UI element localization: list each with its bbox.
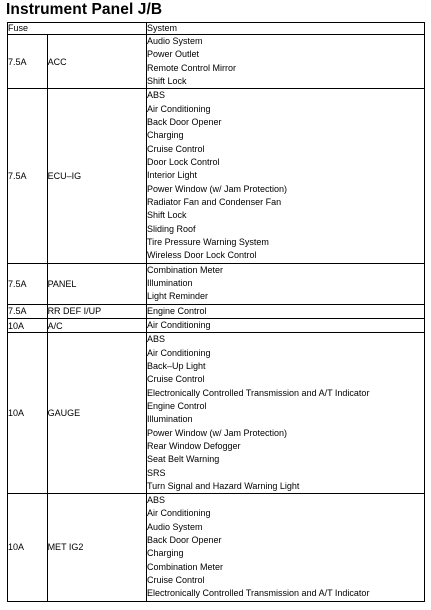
column-header-fuse: Fuse [8,23,147,35]
fuse-name: A/C [47,318,146,332]
system-item: Cruise Control [147,575,205,586]
system-item: Power Window (w/ Jam Protection) [147,183,288,194]
system-list [147,35,425,89]
system-list [147,333,425,494]
fuse-amperage: 7.5A [8,304,48,318]
table-row [8,89,425,263]
fuse-amperage: 7.5A [8,263,48,304]
system-list [147,89,425,263]
table-row [8,304,425,318]
table-row [8,35,425,89]
system-item: Back–Up Light [147,360,206,371]
fuse-amperage: 10A [8,494,48,602]
system-item: Door Lock Control [147,156,220,167]
fuse-table [7,22,425,602]
fuse-amperage: 10A [8,333,48,494]
system-item: Charging [147,548,184,559]
fuse-table-body [8,35,425,602]
system-item: Shift Lock [147,210,187,221]
system-item: Charging [147,130,184,141]
system-item: Back Door Opener [147,535,222,546]
system-item: Illumination [147,414,193,425]
system-item: Rear Window Defogger [147,440,241,451]
fuse-name: GAUGE [47,333,146,494]
fuse-name: RR DEF I/UP [47,304,146,318]
system-item: Engine Control [147,400,207,411]
table-row [8,494,425,602]
system-item: Audio System [147,36,203,46]
system-list [147,304,425,318]
system-item: Light Reminder [147,291,209,302]
fuse-name: PANEL [47,263,146,304]
system-item: Cruise Control [147,143,205,154]
system-item: Audio System [147,521,203,532]
fuse-amperage: 10A [8,318,48,332]
fuse-name: MET IG2 [47,494,146,602]
fuse-amperage: 7.5A [8,89,48,263]
system-item: Shift Lock [147,75,187,86]
fuse-name: ACC [47,35,146,89]
system-item: Engine Control [147,305,207,316]
system-list [147,318,425,332]
system-item: Cruise Control [147,374,205,385]
system-list [147,263,425,304]
table-row [8,333,425,494]
fuse-amperage: 7.5A [8,35,48,89]
system-item: Power Window (w/ Jam Protection) [147,427,288,438]
table-header-row [8,23,425,35]
table-row [8,263,425,304]
system-list [147,494,425,602]
system-item: Combination Meter [147,264,224,275]
system-item: Seat Belt Warning [147,454,220,465]
page-title: Instrument Panel J/B [6,1,163,18]
system-item: Radiator Fan and Condenser Fan [147,196,282,207]
system-item: Air Conditioning [147,347,211,358]
fuse-name: ECU–IG [47,89,146,263]
system-item: Air Conditioning [147,319,211,330]
system-item: Electronically Controlled Transmission and A/T Indicator [147,588,370,599]
system-item: Combination Meter [147,561,224,572]
system-item: Wireless Door Lock Control [147,250,257,261]
system-item: Sliding Roof [147,223,196,234]
system-item: Interior Light [147,170,198,181]
system-item: Power Outlet [147,49,200,60]
system-item: Turn Signal and Hazard Warning Light [147,480,300,491]
table-row [8,318,425,332]
system-item: ABS [147,334,166,345]
system-item: Back Door Opener [147,116,222,127]
system-item: Air Conditioning [147,508,211,519]
system-item: Electronically Controlled Transmission and A/T Indicator [147,387,370,398]
system-item: SRS [147,467,166,478]
system-item: Air Conditioning [147,103,211,114]
system-item: ABS [147,90,166,101]
system-item: Remote Control Mirror [147,62,237,73]
column-header-system: System [147,23,425,35]
system-item: ABS [147,495,166,506]
system-item: Tire Pressure Warning System [147,236,269,247]
system-item: Illumination [147,277,193,288]
